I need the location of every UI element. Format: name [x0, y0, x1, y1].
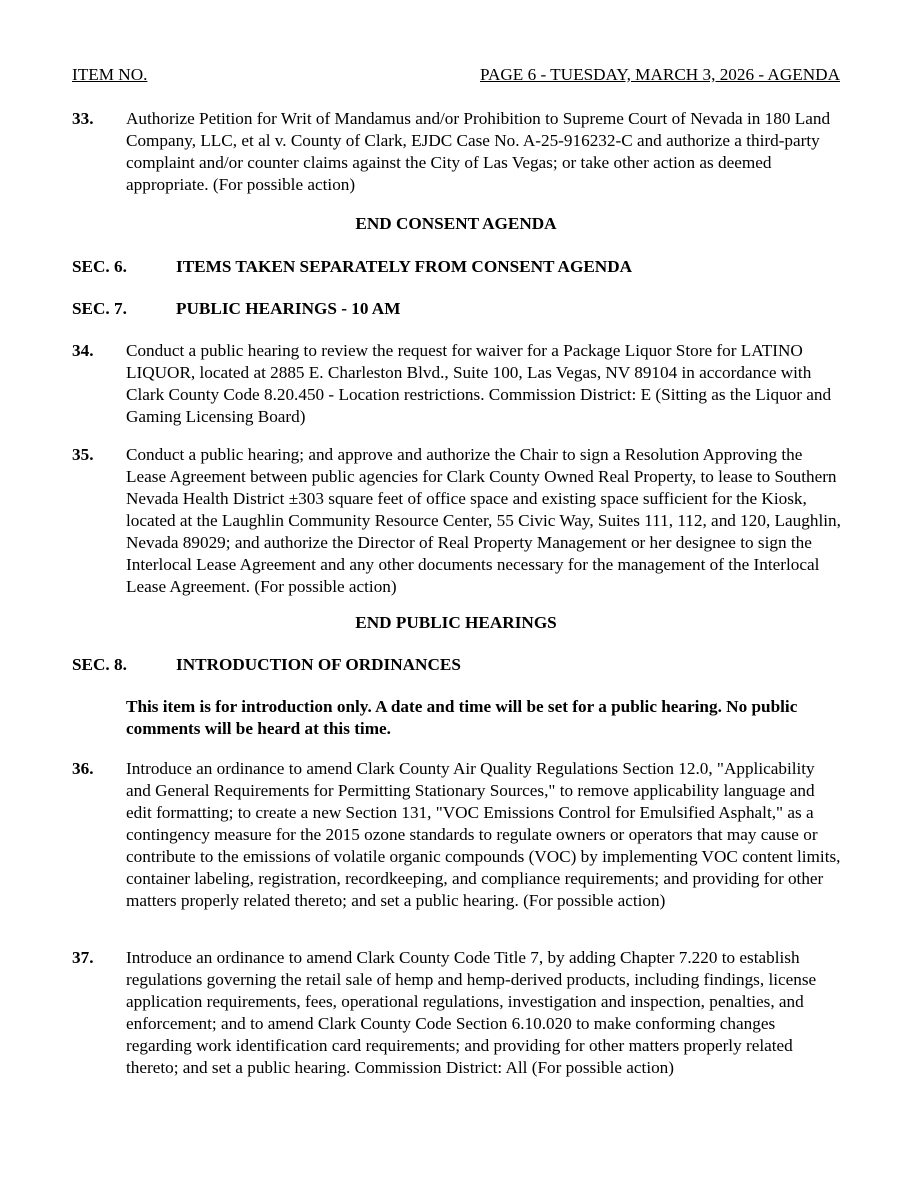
- agenda-item-33: [72, 108, 842, 196]
- agenda-item-35: [72, 444, 842, 598]
- section-title: INTRODUCTION OF ORDINANCES: [176, 655, 461, 674]
- item-number: 37.: [72, 948, 94, 967]
- item-text: Introduce an ordinance to amend Clark County Code Title 7, by adding Chapter 7.220 to establish regulations governing the retail sale of hemp and hemp-derived products, including findings, license application requirements, fees, operational regulations, investigation and inspection, penalties, and enforcement; and to amend Clark County Code Section 6.10.020 to make conforming changes regarding work identification card requirements; and providing for other matters properly related thereto; and set a public hearing. Commission District: All (For possible action): [126, 948, 817, 1077]
- item-number: 35.: [72, 445, 94, 464]
- introduction-note: This item is for introduction only. A date and time will be set for a public hearing. No public comments will be heard at this time.: [126, 697, 798, 738]
- end-consent-agenda-heading: END CONSENT AGENDA: [355, 214, 557, 233]
- end-public-hearings-heading: END PUBLIC HEARINGS: [355, 613, 557, 632]
- item-text: Conduct a public hearing to review the request for waiver for a Package Liquor Store for LATINO LIQUOR, located at 2885 E. Charleston Blvd., Suite 100, Las Vegas, NV 89104 in accordance with Clark County Code 8.20.450 - Location restrictions. Commission District: E (Sitting as the Liquor and Gaming Licensing Board): [126, 341, 832, 426]
- agenda-item-36: [72, 758, 842, 912]
- agenda-item-34: [72, 340, 842, 428]
- item-text: Conduct a public hearing; and approve and authorize the Chair to sign a Resolution Approving the Lease Agreement between public agencies for Clark County Owned Real Property, to lease to Southern Nevada Health District ±303 square feet of office space and existing space sufficient for the Kiosk, located at the Laughlin Community Resource Center, 55 Civic Way, Suites 111, 112, and 120, Laughlin, Nevada 89029; and authorize the Director of Real Property Management or her designee to sign the Interlocal Lease Agreement and any other documents necessary for the management of the Interlocal Lease Agreement. (For possible action): [126, 445, 841, 596]
- section-title: PUBLIC HEARINGS - 10 AM: [176, 299, 401, 318]
- item-number: 34.: [72, 341, 94, 360]
- item-number: 36.: [72, 759, 94, 778]
- item-number: 33.: [72, 109, 94, 128]
- agenda-item-37: [72, 947, 842, 1079]
- section-label: SEC. 7.: [72, 299, 127, 318]
- item-text: Authorize Petition for Writ of Mandamus and/or Prohibition to Supreme Court of Nevada in 180 Land Company, LLC, et al v. County of Clark, EJDC Case No. A-25-916232-C and authorize a third-party complaint and/or counter claims against the City of Las Vegas; or take other action as deemed appropriate. (For possible action): [126, 109, 831, 194]
- item-text: Introduce an ordinance to amend Clark County Air Quality Regulations Section 12.0, "Applicability and General Requirements for Permitting Stationary Sources," to remove applicability language and edit formatting; to create a new Section 131, "VOC Emissions Control for Emulsified Asphalt," as a contingency measure for the 2015 ozone standards to regulate owners or operators that may cause or contribute to the emissions of volatile organic compounds (VOC) by implementing VOC content limits, container labeling, registration, recordkeeping, and compliance requirements; and providing for other matters properly related thereto; and set a public hearing. (For possible action): [126, 759, 841, 910]
- section-label: SEC. 6.: [72, 257, 127, 276]
- page-date-heading: PAGE 6 - TUESDAY, MARCH 3, 2026 - AGENDA: [479, 65, 840, 84]
- section-title: ITEMS TAKEN SEPARATELY FROM CONSENT AGENDA: [176, 257, 633, 276]
- item-no-heading: ITEM NO.: [72, 65, 148, 84]
- page-header: [72, 64, 840, 86]
- section-label: SEC. 8.: [72, 655, 127, 674]
